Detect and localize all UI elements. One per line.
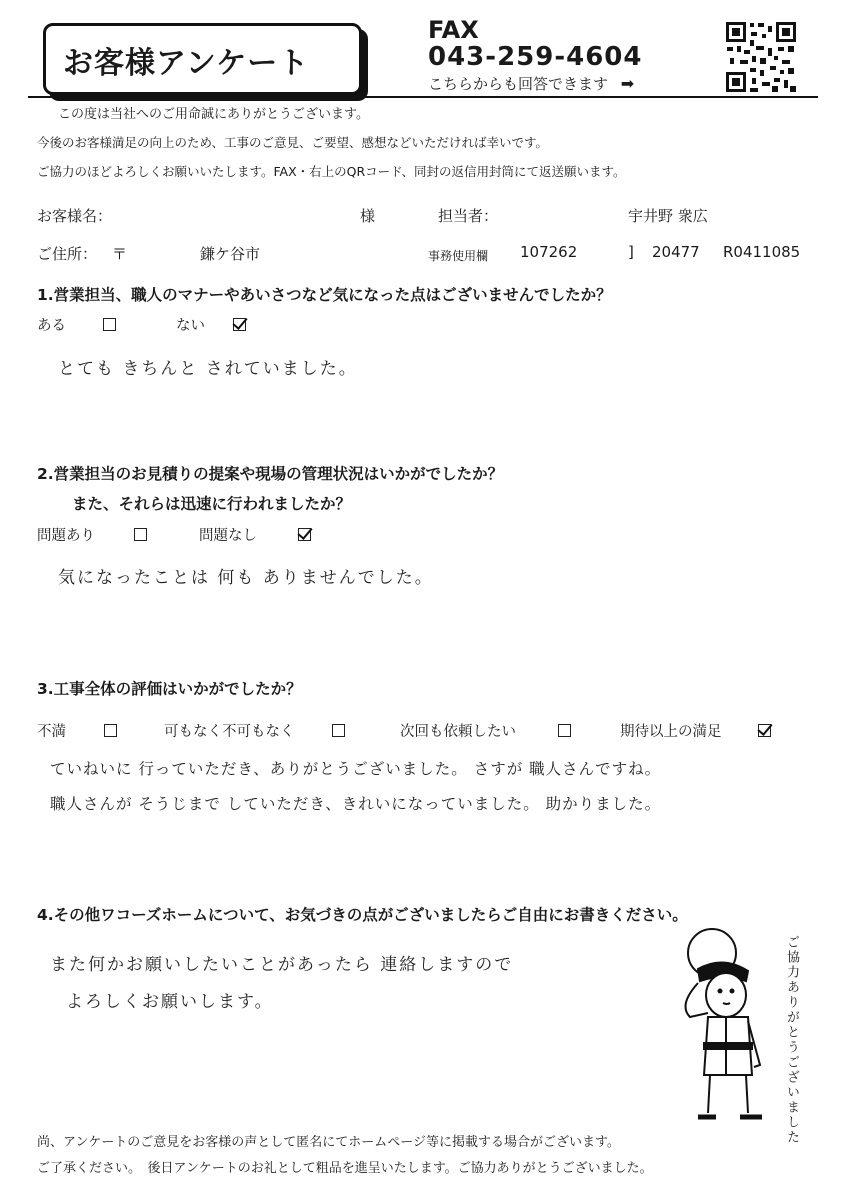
q3-option-label: 可もなく不可もなく xyxy=(164,724,295,740)
address-value: 鎌ケ谷市 xyxy=(200,245,261,263)
q2-checkbox-mondai-nashi[interactable] xyxy=(298,528,311,541)
q2-checkbox-mondai-ari[interactable] xyxy=(134,528,147,541)
intro-line-1: この度は当社へのご用命誠にありがとうございます。 xyxy=(58,107,369,122)
q4-answer-line-2: よろしくお願いします。 xyxy=(66,992,274,1012)
honorific: 様 xyxy=(360,207,376,225)
q2-option-label: 問題あり xyxy=(37,528,95,544)
q3-checkbox-jikai[interactable] xyxy=(558,724,571,737)
office-use-label: 事務使用欄 xyxy=(428,249,489,263)
question-3: 3.工事全体の評価はいかがでしたか？ xyxy=(37,680,302,698)
q4-answer-line-1: また何かお願いしたいことがあったら 連絡しますので xyxy=(50,955,514,975)
intro-line-2: 今後のお客様満足の向上のため、工事のご意見、ご要望、感想などいただければ幸いです。 xyxy=(37,135,549,150)
arrow-right-icon: ➡ xyxy=(620,74,635,93)
office-code-3: R0411085 xyxy=(723,243,801,261)
q2-option-label: 問題なし xyxy=(199,528,257,544)
q3-answer-line-2: 職人さんが そうじまで していただき、きれいになっていました。 助かりました。 xyxy=(50,795,662,813)
q3-checkbox-kamonaku[interactable] xyxy=(332,724,345,737)
q1-checkbox-aru[interactable] xyxy=(103,318,116,331)
q1-option-label: ある xyxy=(37,318,66,334)
question-1: 1.営業担当、職人のマナーやあいさつなど気になった点はございませんでしたか？ xyxy=(37,286,612,304)
thanks-vertical-text: ご協力ありがとうございました xyxy=(784,935,799,1145)
q3-checkbox-fuman[interactable] xyxy=(104,724,117,737)
fax-note xyxy=(428,73,634,94)
q3-checkbox-kitai-ijou[interactable] xyxy=(758,724,771,737)
fax-number: 043-259-4604 xyxy=(428,42,643,72)
header-divider xyxy=(28,96,818,98)
staff-label: 担当者： xyxy=(438,207,499,225)
question-2: 2.営業担当のお見積りの提案や現場の管理状況はいかがでしたか？ xyxy=(37,465,504,483)
question-2-line-2: また、それらは迅速に行われましたか？ xyxy=(72,495,352,513)
postal-mark: 〒 xyxy=(112,245,128,263)
fax-note-text: こちらからも回答できます xyxy=(428,75,609,93)
office-code-1: 107262 xyxy=(520,243,578,261)
q3-option-label: 不満 xyxy=(37,724,66,740)
q1-checkbox-nai[interactable] xyxy=(233,318,246,331)
footer-line-2: ご了承ください。 後日アンケートのお礼として粗品を進呈いたします。ご協力ありがとうございました。 xyxy=(37,1161,653,1176)
worker-bowing-illustration xyxy=(668,925,778,1125)
footer-line-1: 尚、アンケートのご意見をお客様の声として匿名にてホームページ等に掲載する場合がございます。 xyxy=(37,1135,620,1150)
q3-option-label: 次回も依頼したい xyxy=(400,724,516,740)
q2-answer: 気になったことは 何も ありませんでした。 xyxy=(58,568,434,588)
page-title: お客様アンケート xyxy=(63,46,310,81)
office-code-2: 20477 xyxy=(652,243,700,261)
intro-line-3: ご協力のほどよろしくお願いいたします。FAX・右上のQRコード、同封の返信用封筒にて返送願います。 xyxy=(37,164,626,179)
customer-name-label: お客様名： xyxy=(37,207,113,225)
bracket: ] xyxy=(628,243,634,261)
address-label: ご住所： xyxy=(37,245,98,263)
q3-answer-line-1: ていねいに 行っていただき、ありがとうございました。 さすが 職人さんですね。 xyxy=(50,760,662,778)
fax-label: FAX xyxy=(428,16,479,44)
question-4: 4.その他ワコーズホームについて、お気づきの点がございましたらご自由にお書きください。 xyxy=(37,906,688,924)
qr-code-icon[interactable] xyxy=(724,20,798,94)
q1-answer: とても きちんと されていました。 xyxy=(58,359,358,379)
q1-option-label: ない xyxy=(176,318,205,334)
q3-option-label: 期待以上の満足 xyxy=(620,724,722,740)
staff-name: 宇井野 衆広 xyxy=(628,207,708,225)
